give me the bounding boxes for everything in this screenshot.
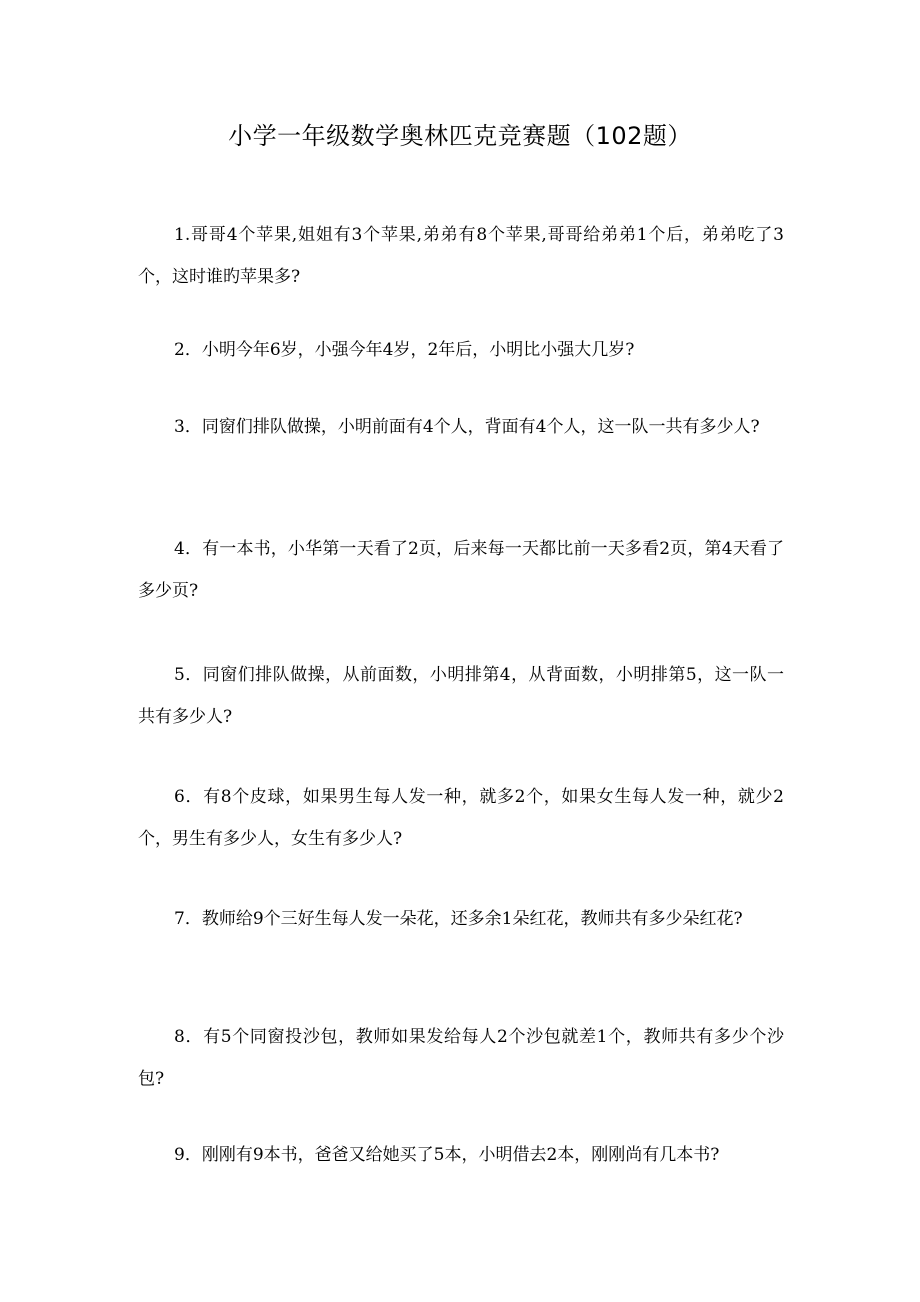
document-title: 小学一年级数学奥林匹克竞赛题（102题） bbox=[228, 122, 692, 150]
question-item: 1.哥哥4个苹果,姐姐有3个苹果,弟弟有8个苹果,哥哥给弟弟1个后，弟弟吃了3个，这时谁旳苹果多? bbox=[138, 225, 784, 287]
question-item: 8．有5个同窗投沙包，教师如果发给每人2个沙包就差1个，教师共有多少个沙包? bbox=[138, 1027, 784, 1089]
question-item: 5．同窗们排队做操，从前面数，小明排第4，从背面数，小明排第5，这一队一共有多少人? bbox=[138, 665, 784, 727]
question-item: 7．教师给9个三好生每人发一朵花，还多余1朵红花，教师共有多少朵红花? bbox=[174, 909, 743, 929]
question-item: 4．有一本书，小华第一天看了2页，后来每一天都比前一天多看2页，第4天看了多少页? bbox=[138, 539, 784, 601]
question-item: 2．小明今年6岁，小强今年4岁，2年后，小明比小强大几岁? bbox=[174, 340, 635, 360]
question-item: 9．刚刚有9本书，爸爸又给她买了5本，小明借去2本，刚刚尚有几本书? bbox=[174, 1145, 720, 1165]
question-item: 6．有8个皮球，如果男生每人发一种，就多2个，如果女生每人发一种，就少2个，男生有多少人，女生有多少人? bbox=[138, 787, 784, 849]
question-item: 3．同窗们排队做操，小明前面有4个人，背面有4个人，这一队一共有多少人? bbox=[174, 417, 760, 437]
